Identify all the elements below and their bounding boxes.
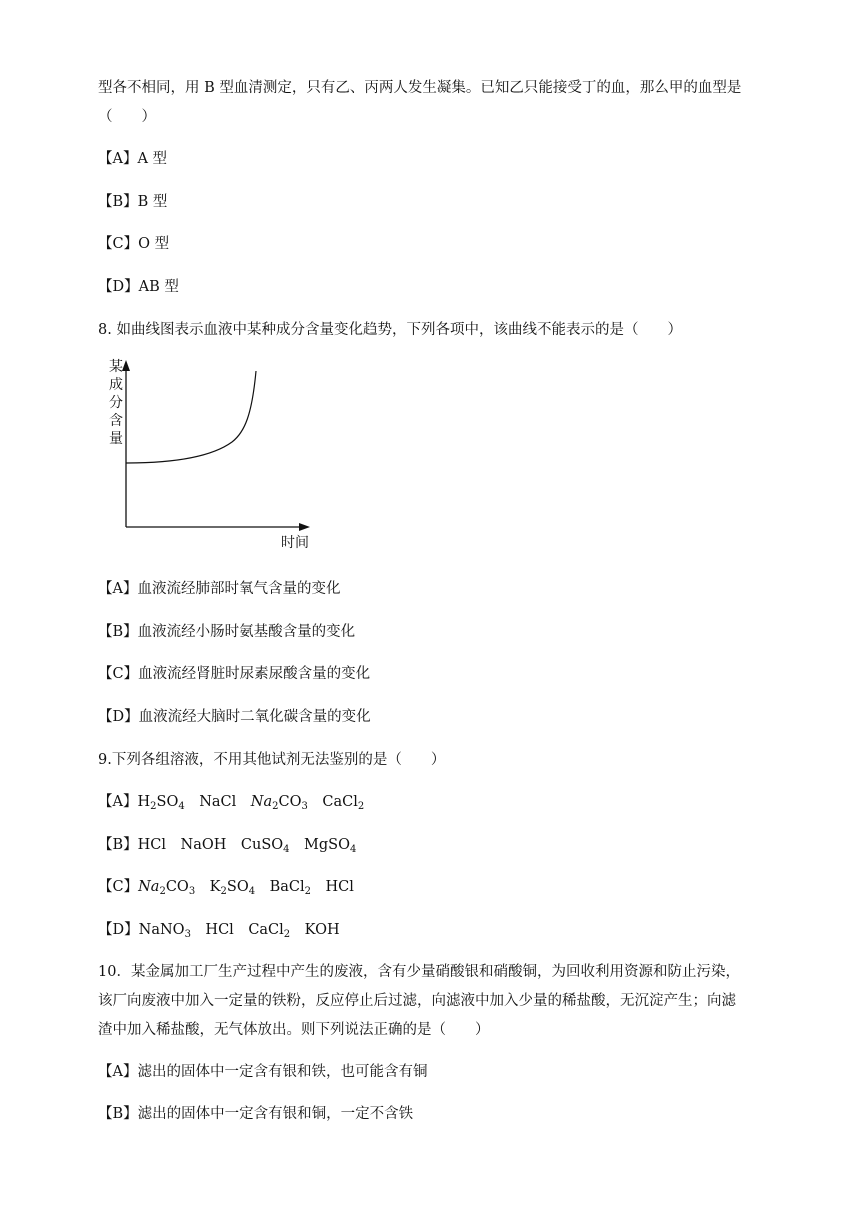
y-axis-arrow (122, 360, 130, 371)
trend-curve (126, 371, 256, 463)
formula-subscript: 2 (357, 801, 365, 812)
q9-option-b (98, 835, 356, 855)
formula-subscript: 4 (178, 801, 185, 812)
q7-option-c: 【C】O 型 (98, 236, 170, 252)
q7-option-d: 【D】AB 型 (98, 279, 179, 295)
q9-option-d (98, 920, 340, 940)
y-label-char-4: 含 (109, 413, 123, 429)
q8-curve-graph (100, 352, 330, 552)
formula-subscript: 2 (272, 801, 279, 812)
q10-stem-line2: 该厂向废液中加入一定量的铁粉，反应停止后过滤，向滤液中加入少量的稀盐酸，无沉淀产生；向滤 (98, 993, 736, 1009)
formula-text: HCl (311, 879, 354, 895)
q8-stem: 8. 如曲线图表示血液中某种成分含量变化趋势，下列各项中，该曲线不能表示的是（ ） (98, 322, 682, 338)
q8-option-a: 【A】血液流经肺部时氧气含量的变化 (98, 581, 341, 597)
formula-subscript: 3 (301, 801, 308, 812)
q9-option-a (98, 792, 364, 812)
formula-subscript: 2 (283, 929, 291, 940)
q7-stem-line2: （ ） (98, 109, 156, 125)
formula-text: CO (278, 794, 302, 810)
q9-option-c (98, 877, 354, 897)
formula-italic: Na (138, 879, 160, 895)
formula-subscript: 4 (283, 844, 290, 855)
option-prefix: 【C】 (98, 879, 139, 895)
option-prefix: 【D】 (98, 922, 139, 938)
formula-text: CaCl (307, 794, 358, 810)
option-prefix: 【A】 (98, 794, 138, 810)
q10-stem-line3: 渣中加入稀盐酸，无气体放出。则下列说法正确的是（ ） (98, 1022, 490, 1038)
formula-text: HCl NaOH CuSO (137, 837, 284, 853)
q10-option-b: 【B】滤出的固体中一定含有银和铜，一定不含铁 (98, 1106, 414, 1122)
q7-option-a: 【A】A 型 (98, 151, 168, 167)
formula-text: BaCl (255, 879, 305, 895)
y-label-char-1: 某 (109, 359, 123, 375)
formula-text: SO (226, 879, 249, 895)
formula-subscript: 2 (150, 801, 157, 812)
q7-stem-line1: 型各不相同，用 B 型血清测定，只有乙、丙两人发生凝集。已知乙只能接受丁的血，那么甲的血型是 (98, 80, 742, 96)
formula-text: KOH (290, 922, 340, 938)
q7-option-b: 【B】B 型 (98, 194, 168, 210)
formula-subscript: 2 (159, 886, 166, 897)
formula-text: NaCl (184, 794, 251, 810)
formula-text: HCl CaCl (190, 922, 284, 938)
formula-subscript: 4 (248, 886, 256, 897)
q10-option-a: 【A】滤出的固体中一定含有银和铁，也可能含有铜 (98, 1064, 428, 1080)
formula-text: K (195, 879, 221, 895)
option-prefix: 【B】 (98, 837, 138, 853)
formula-subscript: 3 (188, 886, 196, 897)
x-label: 时间 (281, 535, 309, 551)
q10-stem-line1: 10．某金属加工厂生产过程中产生的废液，含有少量硝酸银和硝酸铜，为回收利用资源和防止污染， (98, 964, 740, 980)
q8-option-b: 【B】血液流经小肠时氨基酸含量的变化 (98, 624, 356, 640)
y-label-char-2: 成 (109, 377, 123, 393)
formula-text: CO (165, 879, 189, 895)
formula-subscript: 3 (184, 929, 191, 940)
x-axis-arrow (299, 523, 310, 531)
formula-subscript: 2 (220, 886, 227, 897)
y-label-char-5: 量 (109, 431, 123, 447)
formula-text: SO (156, 794, 179, 810)
q9-stem: 9.下列各组溶液，不用其他试剂无法鉴别的是（ ） (98, 752, 446, 768)
formula-text: NaNO (138, 922, 185, 938)
q8-option-d: 【D】血液流经大脑时二氧化碳含量的变化 (98, 709, 371, 725)
formula-subscript: 4 (349, 844, 357, 855)
q8-option-c: 【C】血液流经肾脏时尿素尿酸含量的变化 (98, 666, 371, 682)
y-label-char-3: 分 (109, 395, 123, 411)
formula-subscript: 2 (304, 886, 312, 897)
formula-italic: Na (250, 794, 273, 810)
formula-text: H (137, 794, 151, 810)
formula-text: MgSO (289, 837, 350, 853)
